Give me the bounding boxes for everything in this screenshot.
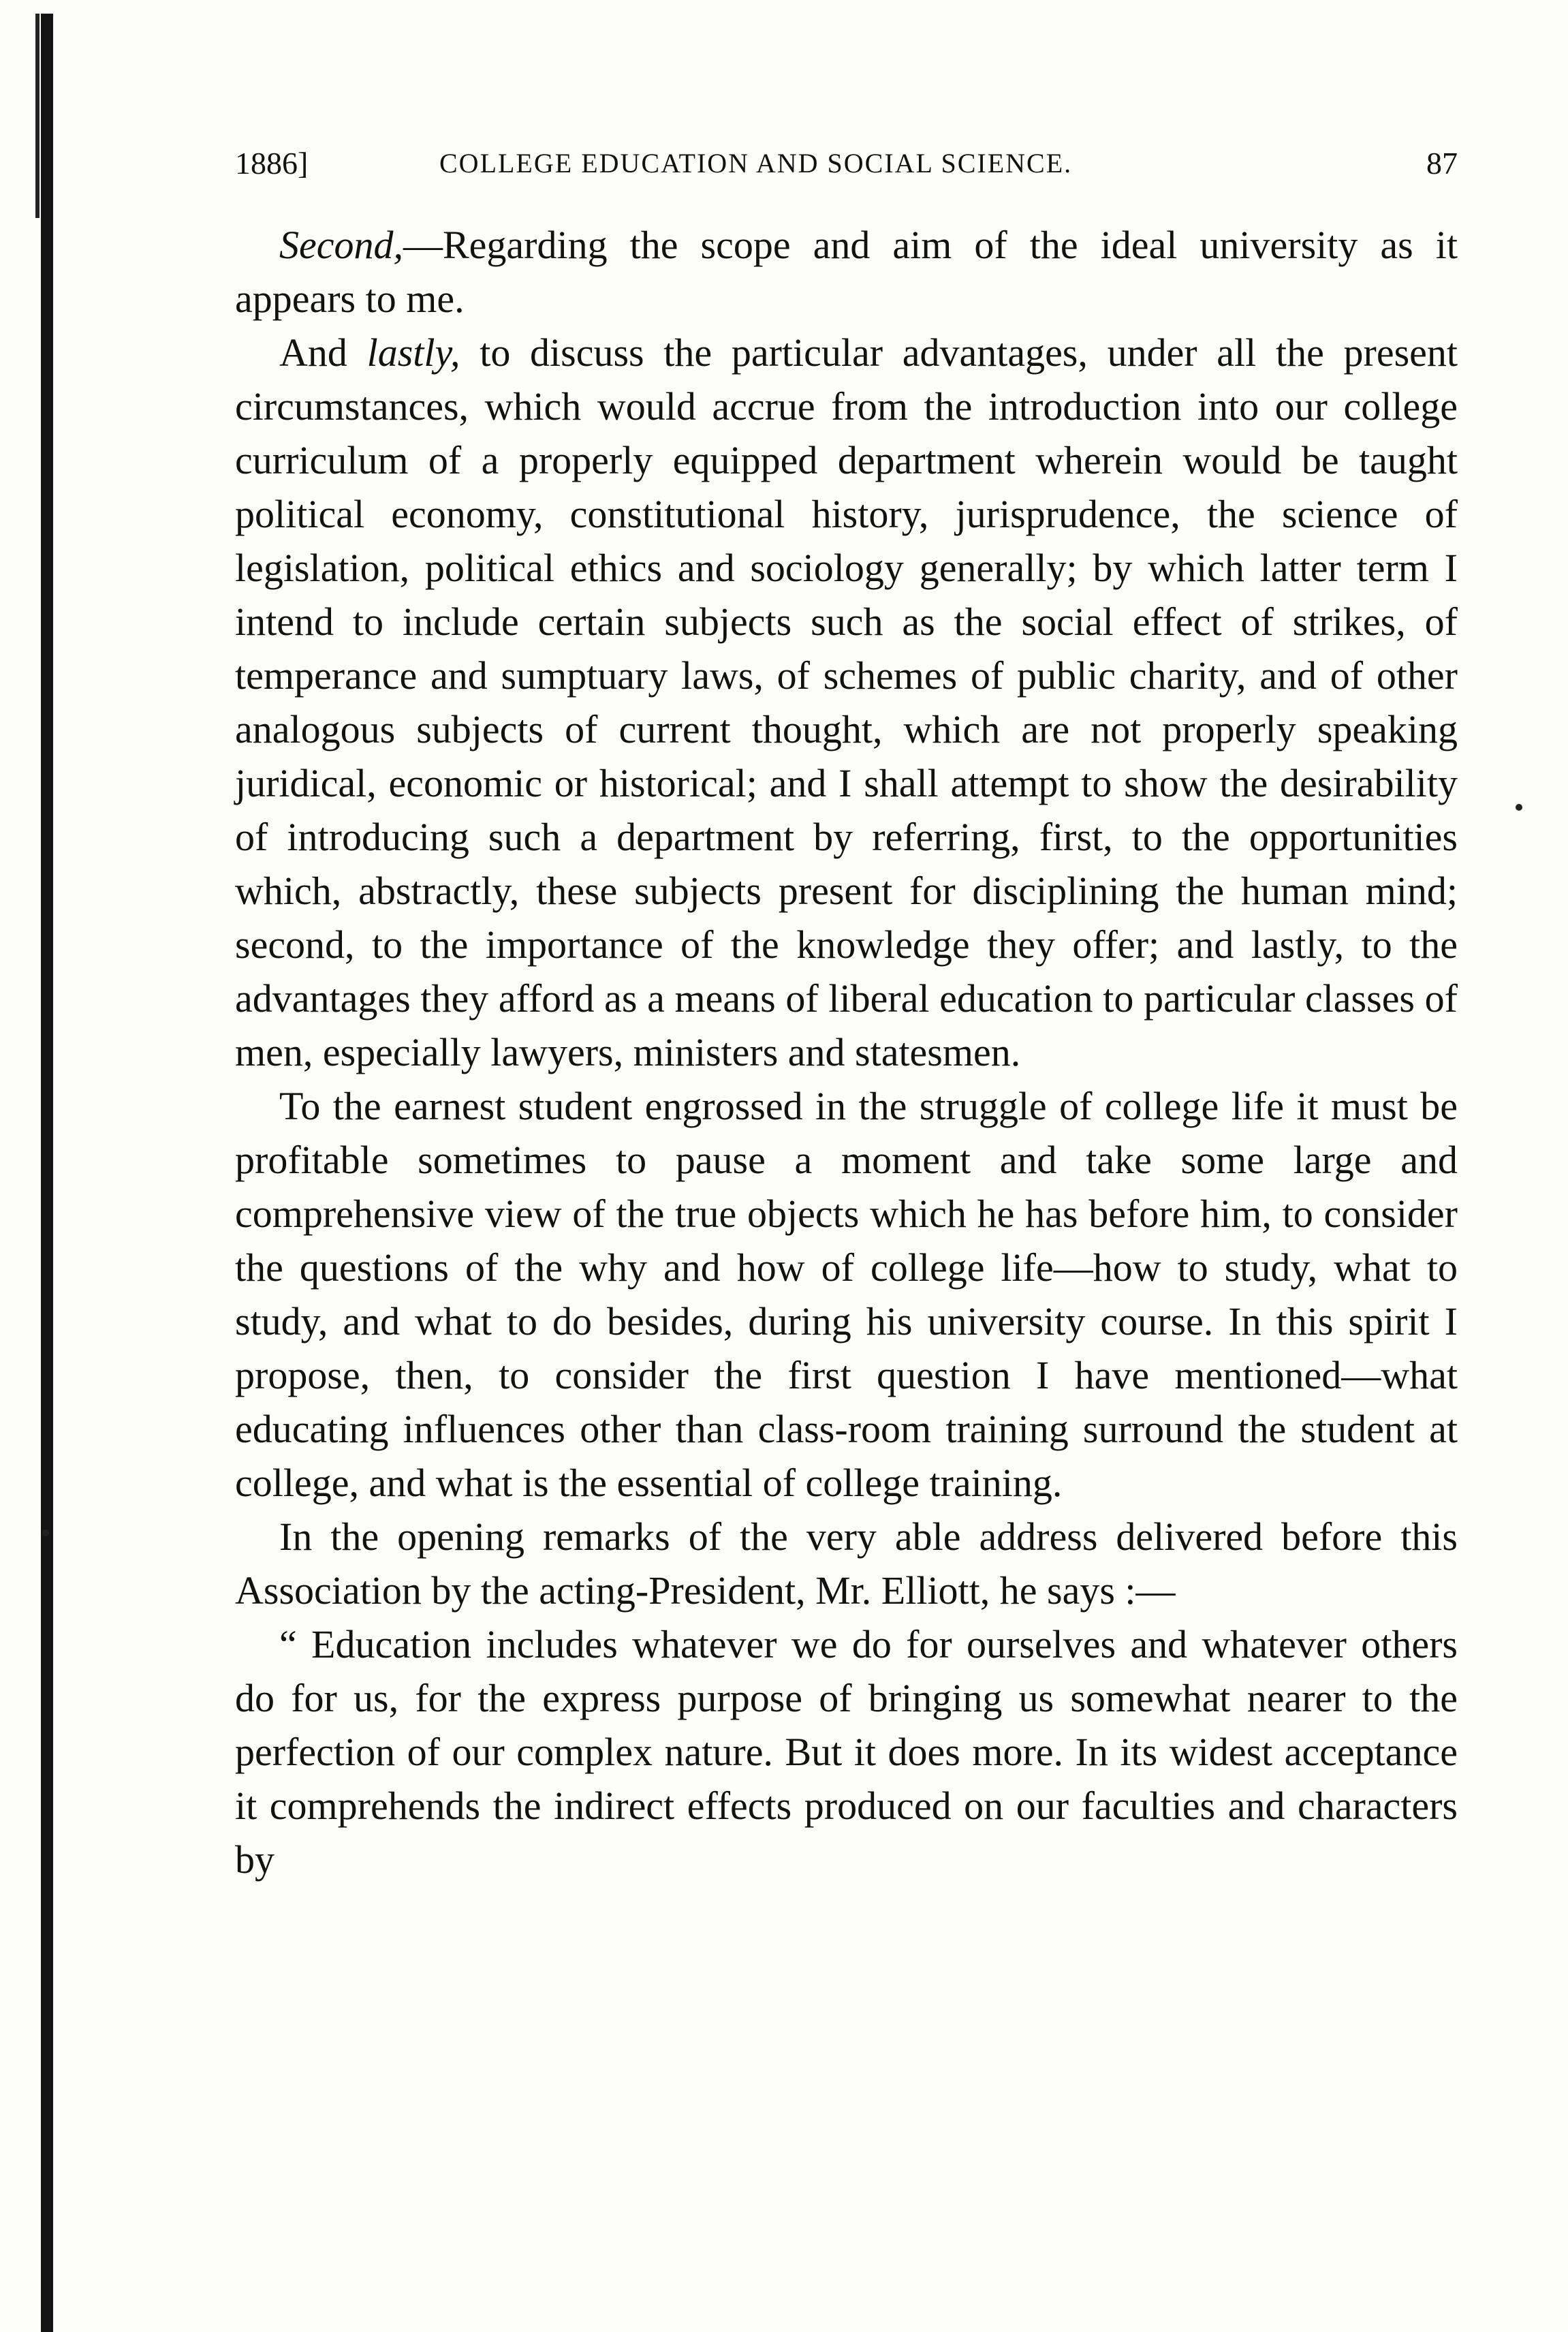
paragraph-lastly-text: to discuss the particular advantages, under all the present circumstances, which would accrue from the introduction into our college curriculum of a properly equipped department wherein would be taught political economy, constitutional history, jurisprudence, the science of legislation, political ethics and sociology generally; by which latter term I intend to include certain subjects such as the social effect of strikes, of temperance and sumptuary laws, of schemes of public charity, and of other analogous subjects of current thought, which are not properly speaking juridical, economic or historical; and I shall attempt to show the desirability of introducing such a department by referring, first, to the opportunities which, abstractly, these subjects present for disciplining the human mind; second, to the importance of the knowledge they offer; and lastly, to the advantages they afford as a means of liberal education to particular classes of men, especially lawyers, ministers and statesmen. (235, 330, 1458, 1074)
paragraph-earnest-student: To the earnest student engrossed in the struggle of college life it must be profitable sometimes to pause a moment and take some large and comprehensive view of the true objects which he has before him, to consider the questions of the why and how of college life—how to study, what to study, and what to do besides, during his university course. In this spirit I propose, then, to consider the first question I have mentioned—what educating influences other than class-room training surround the student at college, and what is the essential of college training. (235, 1084, 1458, 1505)
running-head (235, 140, 1458, 187)
paragraph-second-italic: Second, (279, 223, 403, 267)
paragraph-lastly-italic: lastly, (366, 330, 460, 375)
body-text (235, 218, 1458, 1886)
ink-speck (42, 1529, 49, 1536)
running-head-year: 1886] (235, 146, 309, 181)
paragraph-second-text: —Regarding the scope and aim of the ideal university as it appears to me. (235, 223, 1458, 321)
paragraph-lastly (235, 326, 1458, 1079)
paragraph-second (235, 218, 1458, 326)
running-head-title: COLLEGE EDUCATION AND SOCIAL SCIENCE. (439, 148, 1073, 178)
page-number: 87 (1426, 146, 1458, 181)
ink-speck (1516, 804, 1522, 811)
paragraph-lastly-start: And (279, 330, 367, 375)
paragraph-opening-remarks: In the opening remarks of the very able address delivered before this Association by the acting-President, Mr. Elliott, he says :— (235, 1514, 1458, 1613)
binding-shadow (41, 14, 53, 2332)
paragraph-quotation: “ Education includes whatever we do for ourselves and whatever others do for us, for the express purpose of bringing us somewhat nearer to the perfection of our complex nature. But it does more. In its widest acceptance it comprehends the indirect effects produced on our faculties and characters by (235, 1622, 1458, 1882)
binding-shadow-fragment (35, 14, 40, 218)
